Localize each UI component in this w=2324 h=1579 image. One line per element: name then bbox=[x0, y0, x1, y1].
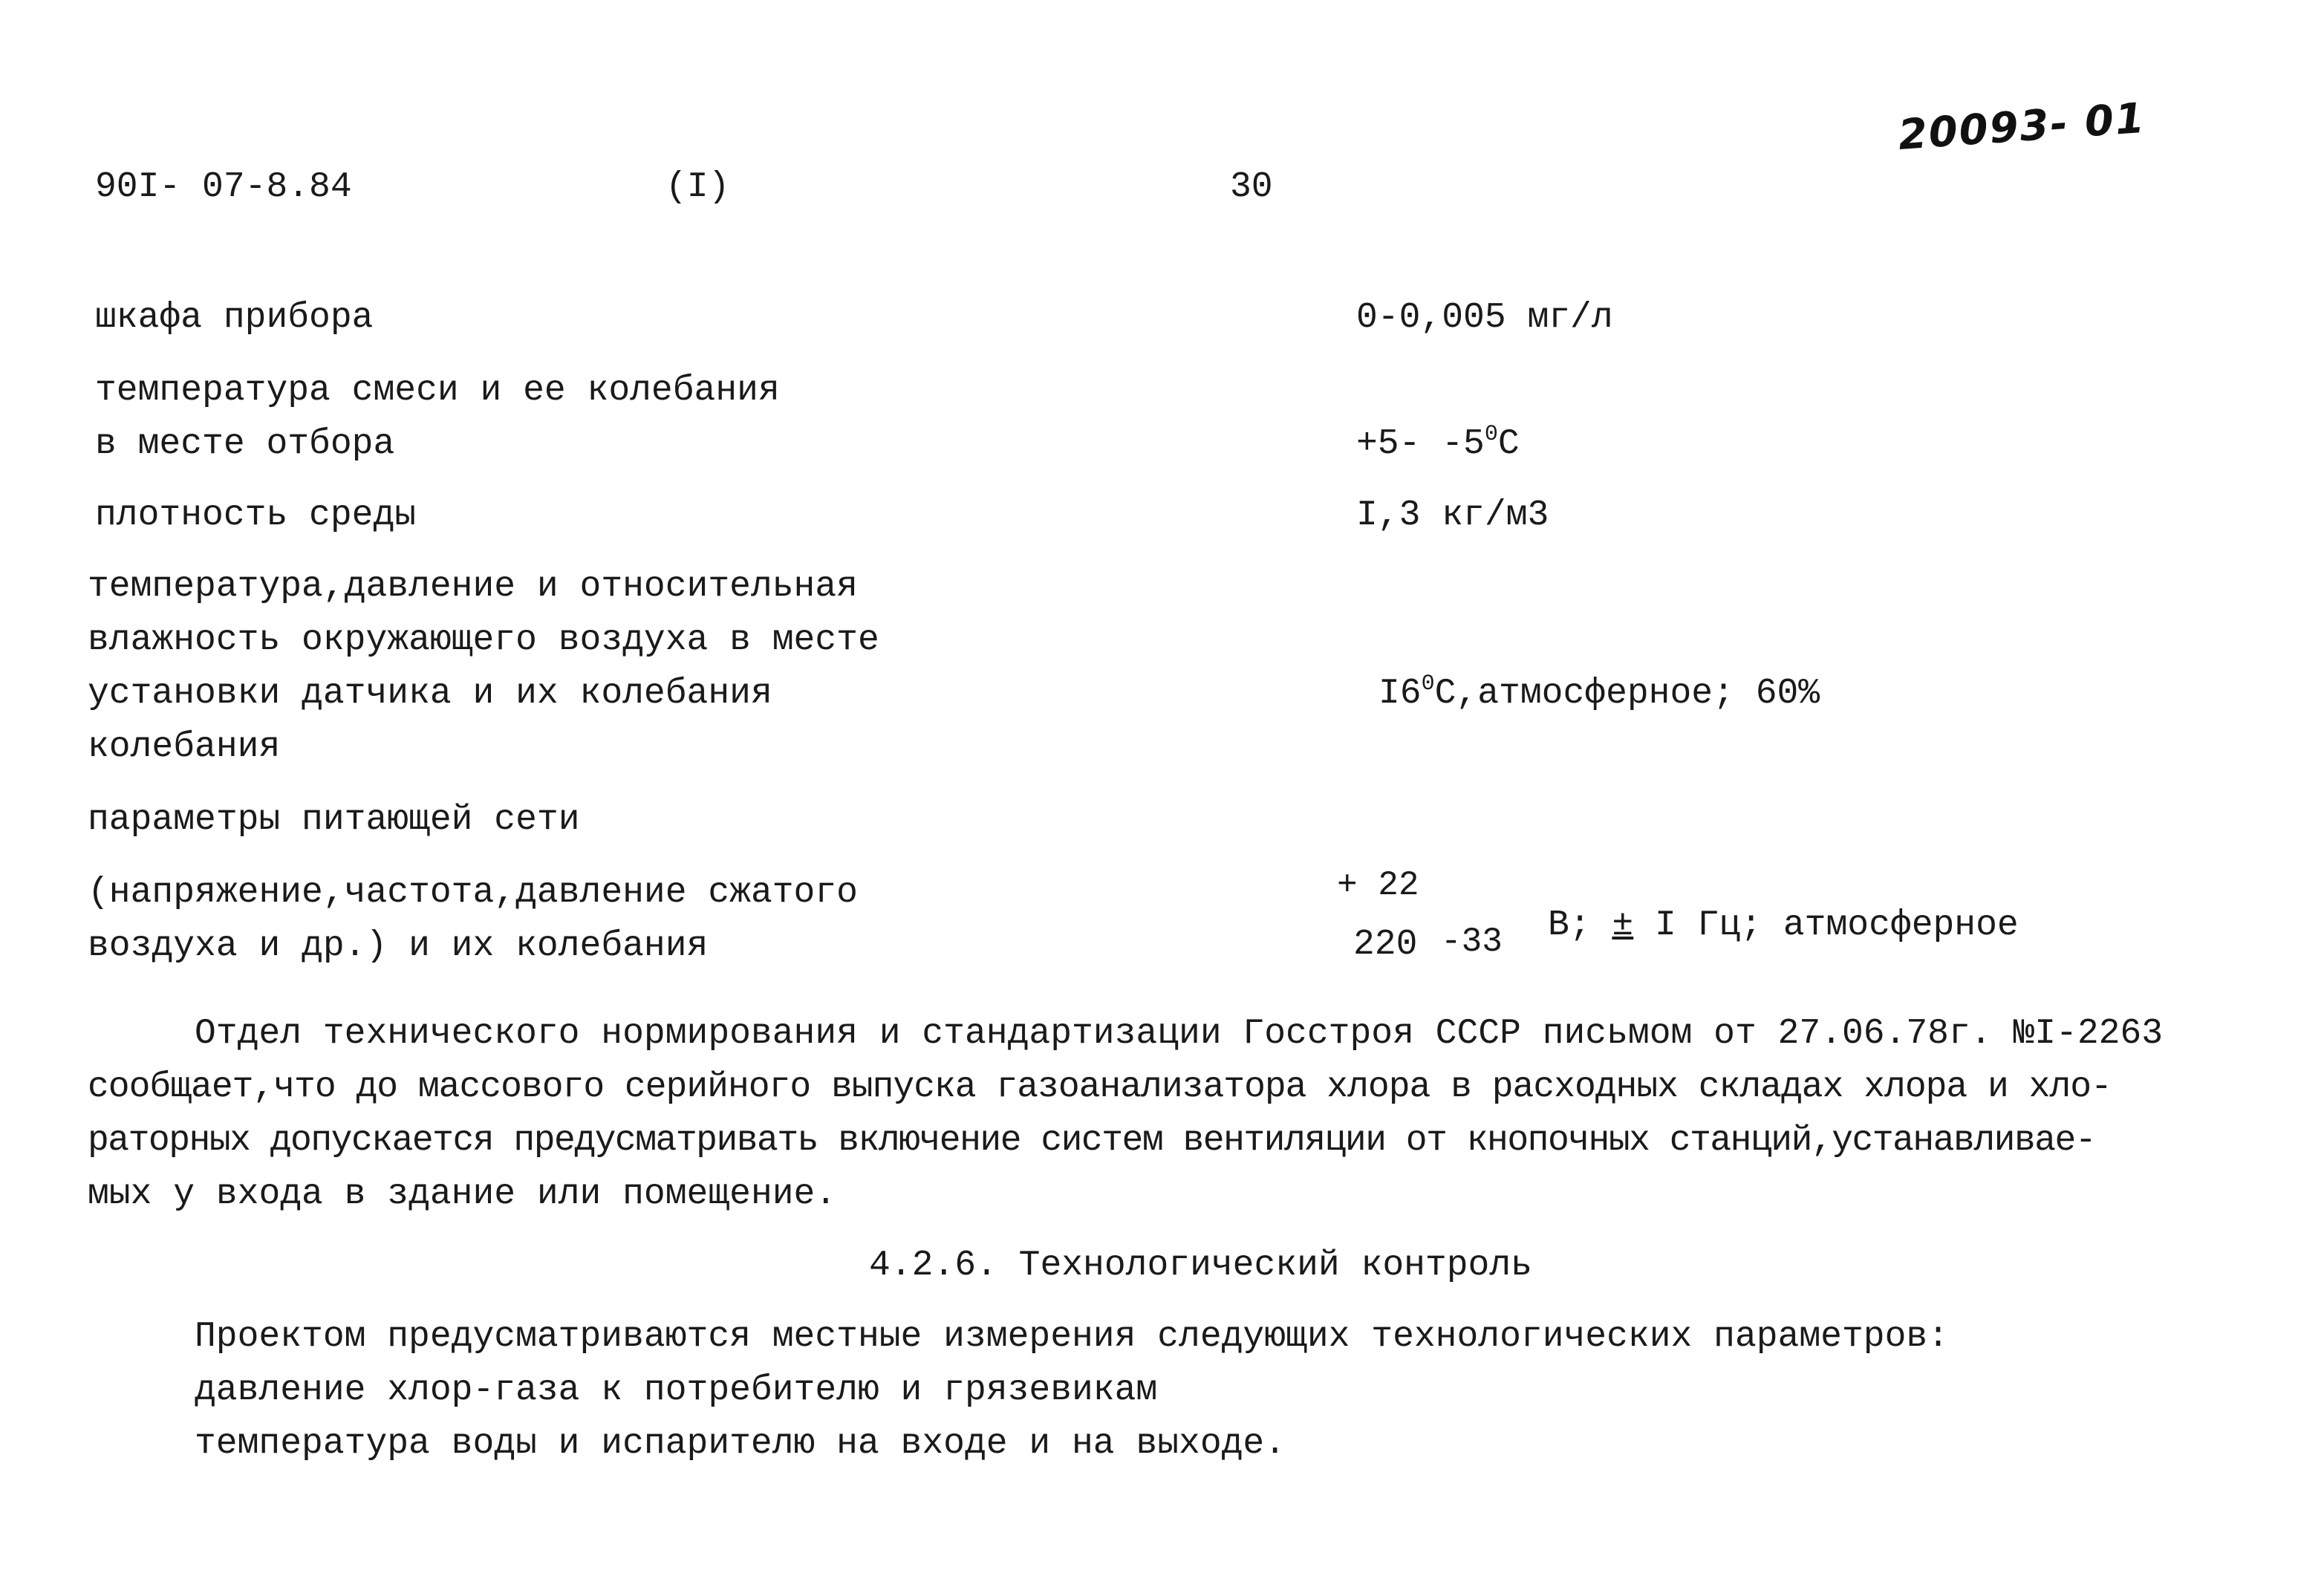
paragraph-line: Отдел технического нормирования и стандартизации Госстроя СССР письмом от 27.06.78г. №I-2263 bbox=[195, 1014, 2164, 1054]
param-label: (напряжение,частота,давление сжатого bbox=[88, 873, 858, 913]
tolerance-upper: + 22 bbox=[1337, 866, 1419, 905]
param-value bbox=[1356, 417, 1520, 471]
handwritten-number: 20093- 01 bbox=[1896, 94, 2147, 160]
param-label: колебания bbox=[88, 727, 281, 767]
section-line: Проектом предусматриваются местные измерения следующих технологических параметров: bbox=[195, 1317, 1949, 1357]
param-value-text: I Гц; атмосферное bbox=[1633, 905, 2019, 945]
section-heading: 4.2.6. Технологический контроль bbox=[869, 1246, 1532, 1286]
degree-superscript: 0 bbox=[1421, 671, 1435, 697]
param-value-text: I6 bbox=[1379, 674, 1422, 714]
param-value-unit: C bbox=[1497, 424, 1520, 464]
document-code: 90I- 07-8.84 bbox=[95, 167, 352, 207]
param-value-text: В; bbox=[1548, 905, 1612, 945]
page-number: 30 bbox=[1230, 167, 1273, 207]
param-label: воздуха и др.) и их колебания bbox=[88, 926, 709, 966]
param-label: параметры питающей сети bbox=[88, 800, 580, 840]
param-value bbox=[1548, 899, 2019, 952]
paragraph-line: сообщает,что до массового серийного выпуска газоанализатора хлора в расходных складах хлора и хло- bbox=[88, 1067, 2112, 1107]
param-label: температура,давление и относительная bbox=[88, 567, 858, 607]
param-value-text: +5- -5 bbox=[1356, 424, 1485, 464]
param-value-unit: C,атмосферное; 60% bbox=[1434, 674, 1820, 714]
param-label: влажность окружающего воздуха в месте bbox=[88, 620, 879, 660]
tolerance-lower: -33 bbox=[1441, 922, 1503, 961]
section-line: давление хлор-газа к потребителю и грязевикам bbox=[195, 1370, 1158, 1410]
voltage-base: 220 bbox=[1353, 925, 1418, 965]
paragraph-line: раторных допускается предусматривать включение систем вентиляции от кнопочных станций,устанавливае- bbox=[88, 1121, 2096, 1161]
param-label: в месте отбора bbox=[95, 424, 395, 464]
section-line: температура воды и испарителю на входе и на выходе. bbox=[195, 1424, 1286, 1464]
param-label: установки датчика и их колебания bbox=[88, 674, 772, 714]
degree-superscript: 0 bbox=[1484, 422, 1498, 447]
param-label: плотность среды bbox=[95, 495, 417, 535]
sheet-marker: (I) bbox=[665, 167, 730, 207]
param-value: 0-0,005 мг/л bbox=[1356, 298, 1613, 338]
param-label: шкафа прибора bbox=[95, 298, 374, 338]
paragraph-line: мых у входа в здание или помещение. bbox=[88, 1174, 837, 1214]
param-value: I,3 кг/м3 bbox=[1356, 495, 1549, 535]
param-value bbox=[1379, 667, 1820, 720]
plus-minus-symbol: ± bbox=[1612, 905, 1634, 945]
param-label: температура смеси и ее колебания bbox=[95, 371, 780, 411]
